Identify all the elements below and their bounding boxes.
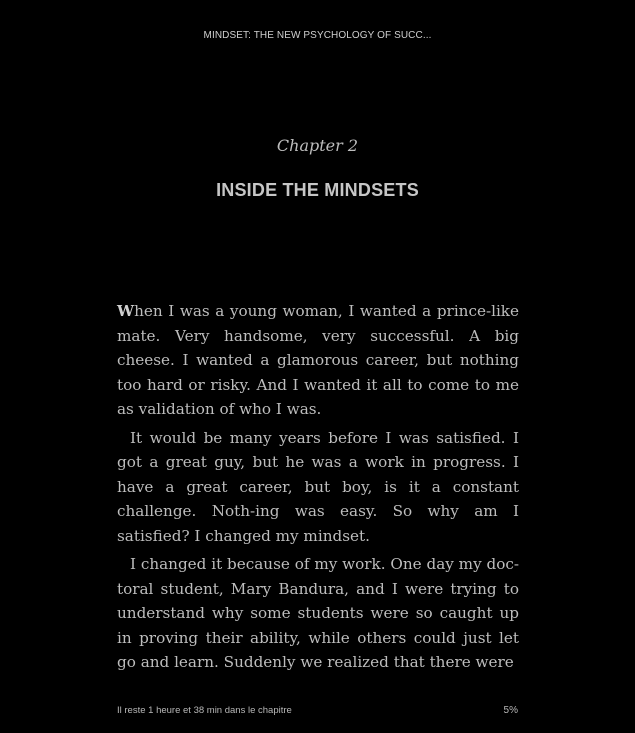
chapter-title: INSIDE THE MINDSETS [216, 180, 419, 200]
time-remaining-label: Il reste 1 heure et 38 min dans le chapitre [117, 705, 292, 716]
book-title: MINDSET: THE NEW PSYCHOLOGY OF SUCC... [203, 30, 432, 41]
chapter-label: Chapter 2 [276, 136, 359, 155]
paragraph-2: It would be many years before I was satisfied. I got a great guy, but he was a work in progress. I have a great career, but boy, is it a constant challenge. Noth-ing was easy. So why am I satisfied? I changed my mindset. [117, 428, 519, 545]
drop-cap: W [117, 302, 135, 320]
paragraph-1-text: hen I was a young woman, I wanted a prince-like mate. Very handsome, very successful. A big cheese. I wanted a glamorous career, but nothing too hard or risky. And I wanted it all to come to me as validation of who I was. [117, 302, 519, 418]
paragraph-3: I changed it because of my work. One day my doc-toral student, Mary Bandura, and I were trying to understand why some students were so caught up in proving their ability, while others could just let go and learn. Suddenly we realized that there were [117, 555, 519, 671]
progress-percent: 5% [503, 705, 518, 716]
reading-content[interactable] [117, 299, 519, 679]
paragraph-1 [117, 299, 519, 422]
